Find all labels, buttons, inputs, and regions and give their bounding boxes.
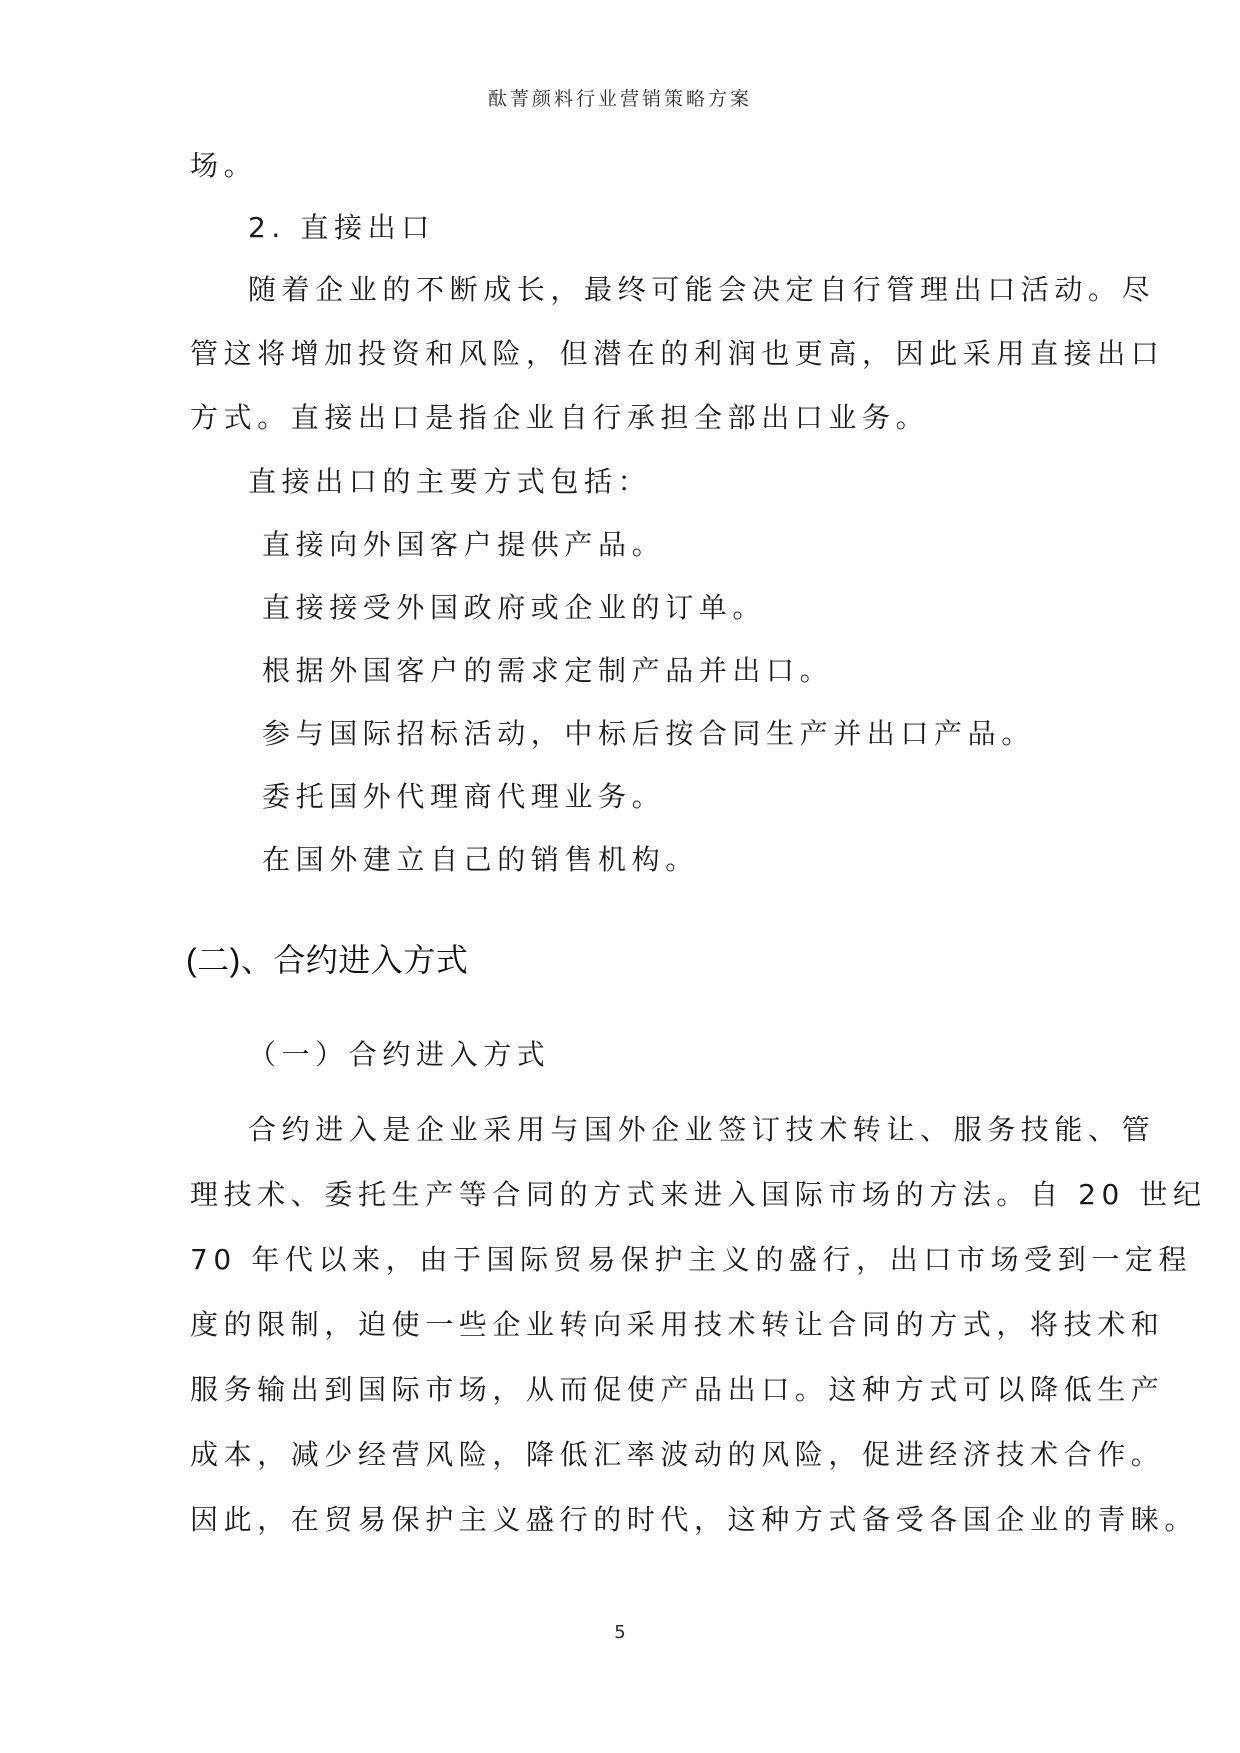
list-item: 委托国外代理商代理业务。 [262,780,666,813]
paragraph-line: 方式。直接出口是指企业自行承担全部出口业务。 [190,401,930,434]
paragraph-line: 场。 [190,149,258,182]
running-header: 酞菁颜料行业营销策略方案 [487,88,752,110]
paragraph-line: 成本，减少经营风险，降低汇率波动的风险，促进经济技术合作。 [190,1438,1165,1471]
paragraph-line: 度的限制，迫使一些企业转向采用技术转让合同的方式，将技术和 [190,1308,1165,1341]
list-item: 根据外国客户的需求定制产品并出口。 [262,654,834,687]
paragraph-line: 管这将增加投资和风险，但潜在的利润也更高，因此采用直接出口 [190,337,1165,370]
subheading-direct-export: 2. 直接出口 [248,211,435,244]
paragraph-line: 合约进入是企业采用与国外企业签订技术转让、服务技能、管 [248,1113,1156,1146]
paragraph-line: 因此，在贸易保护主义盛行的时代，这种方式备受各国企业的青睐。 [190,1503,1199,1536]
paragraph-line: 70 年代以来，由于国际贸易保护主义的盛行，出口市场受到一定程 [190,1243,1193,1276]
section-heading: (二)、合约进入方式 [186,942,469,978]
list-item: 直接向外国客户提供产品。 [262,528,666,561]
paragraph-line: 理技术、委托生产等合同的方式来进入国际市场的方法。自 20 世纪 [190,1178,1207,1211]
list-item: 直接接受外国政府或企业的订单。 [262,591,767,624]
subheading-contract-entry: （一）合约进入方式 [248,1038,551,1071]
list-item: 参与国际招标活动，中标后按合同生产并出口产品。 [262,717,1035,750]
paragraph-line: 随着企业的不断成长，最终可能会决定自行管理出口活动。尽 [248,273,1156,306]
list-intro: 直接出口的主要方式包括： [248,465,652,498]
list-item: 在国外建立自己的销售机构。 [262,843,699,876]
page-number: 5 [614,1622,626,1643]
paragraph-line: 服务输出到国际市场，从而促使产品出口。这种方式可以降低生产 [190,1373,1165,1406]
